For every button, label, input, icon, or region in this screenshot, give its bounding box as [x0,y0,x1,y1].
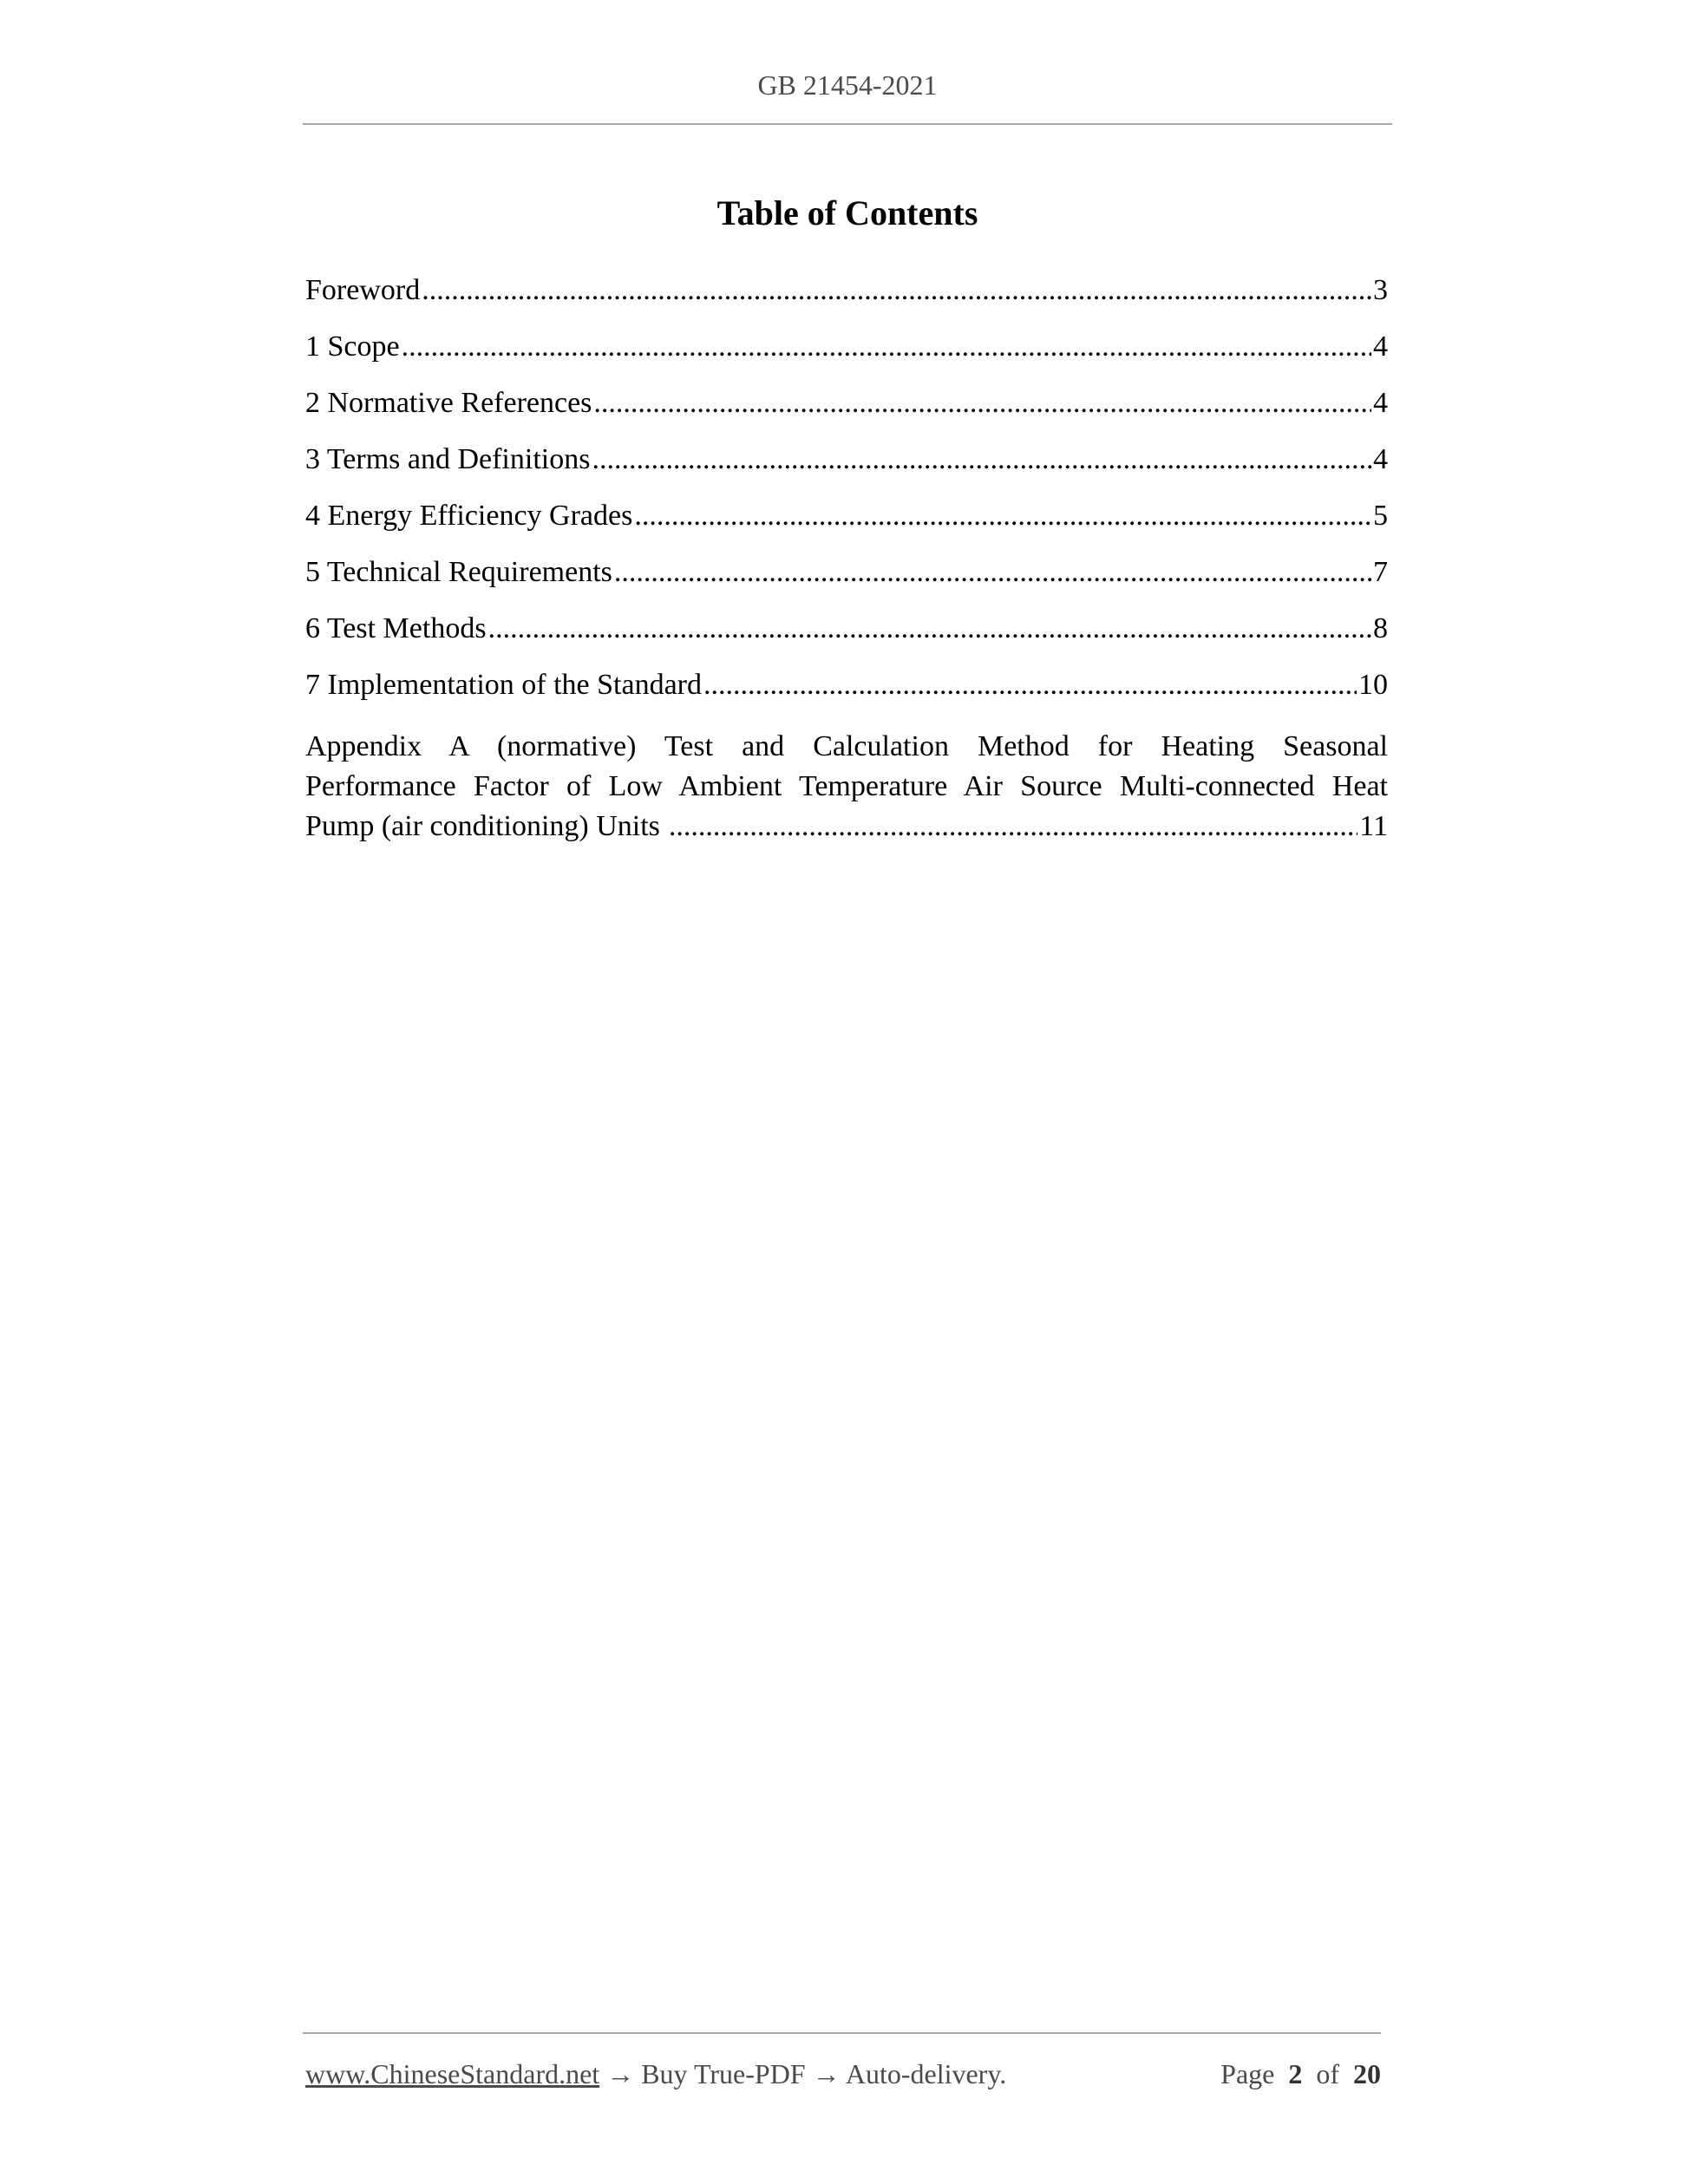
toc-entry-page: 5 [1373,500,1388,532]
dot-leader [669,807,1358,847]
toc-entry-test-methods[interactable] [305,607,1388,664]
page-word: Page [1220,2058,1275,2089]
dot-leader [592,438,1371,481]
dot-leader [402,325,1371,369]
of-word: of [1316,2058,1339,2089]
toc-entry-page: 4 [1373,330,1388,363]
toc-entry-label: 6 Test Methods [305,612,487,644]
current-page: 2 [1288,2058,1303,2089]
toc-entry-energy-efficiency-grades[interactable] [305,494,1388,551]
toc-entry-label: 1 Scope [305,330,400,363]
toc-entry-page: 8 [1373,612,1388,644]
toc-entry-scope[interactable] [305,325,1388,382]
toc-appendix-line-1: Appendix A (normative) Test and Calculation Method for Heating Seasonal [305,730,1388,762]
dot-leader [422,269,1371,312]
toc-entry-label: Foreword [305,274,421,306]
toc-title: Table of Contents [716,193,978,232]
toc-entry-label: 2 Normative References [305,387,592,419]
footer-promo [305,2054,1006,2094]
website-link[interactable]: www.ChineseStandard.net [305,2058,600,2089]
toc-appendix-line-3 [305,807,1388,847]
footer-divider [303,2032,1381,2034]
page-header-doc-code: GB 21454-2021 [757,69,938,101]
toc-entry-label: 3 Terms and Definitions [305,443,591,475]
toc-entry-page: 7 [1373,556,1388,588]
toc-entry-page: 10 [1358,669,1388,701]
dot-leader [488,607,1371,651]
toc-entry-page: 4 [1373,443,1388,475]
toc-entry-foreword[interactable] [305,269,1388,325]
table-of-contents [305,269,1388,847]
footer-promo-text: → Buy True-PDF → Auto-delivery. [599,2058,1007,2089]
total-pages: 20 [1353,2058,1381,2089]
toc-entry-terms-and-definitions[interactable] [305,438,1388,494]
toc-entry-appendix-a[interactable] [305,727,1388,847]
toc-entry-normative-references[interactable] [305,382,1388,438]
toc-entry-label: 5 Technical Requirements [305,556,612,588]
dot-leader [614,551,1371,594]
toc-entry-page: 4 [1373,387,1388,419]
dot-leader [593,382,1371,425]
header-divider [303,123,1392,125]
toc-entry-label: Pump (air conditioning) Units [305,810,660,842]
page-footer [305,2054,1381,2094]
toc-entry-label: 4 Energy Efficiency Grades [305,500,633,532]
toc-appendix-line-2: Performance Factor of Low Ambient Temperature Air Source Multi-connected Heat [305,770,1388,802]
toc-entry-page: 3 [1373,274,1388,306]
dot-leader [634,494,1371,538]
toc-entry-label: 7 Implementation of the Standard [305,669,702,701]
dot-leader [703,664,1357,707]
toc-entry-implementation[interactable] [305,664,1388,720]
toc-entry-technical-requirements[interactable] [305,551,1388,607]
toc-entry-page: 11 [1359,810,1388,842]
page-number [1220,2054,1381,2094]
